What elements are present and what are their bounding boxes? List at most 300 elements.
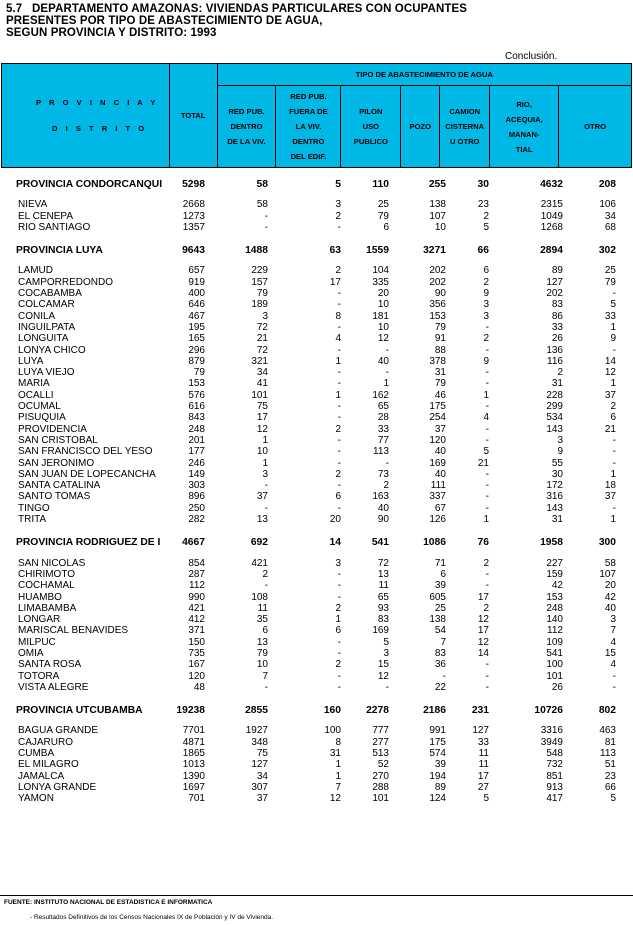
district-name: LUYA VIEJO bbox=[18, 367, 75, 379]
cell-value: - bbox=[485, 434, 489, 446]
cell-value: 1488 bbox=[245, 245, 268, 257]
district-name: COLCAMAR bbox=[18, 299, 75, 311]
district-row bbox=[0, 793, 633, 804]
district-name: VISTA ALEGRE bbox=[18, 681, 89, 693]
row-spacer bbox=[0, 693, 633, 705]
district-name: OMIA bbox=[18, 647, 44, 659]
header-col-line: USO bbox=[362, 122, 380, 131]
cell-value: 417 bbox=[546, 793, 563, 805]
cell-value: 4 bbox=[483, 412, 489, 424]
cell-value: 2186 bbox=[423, 705, 446, 717]
district-row bbox=[0, 424, 633, 435]
cell-value: 75 bbox=[256, 748, 268, 760]
cell-value: - bbox=[337, 502, 341, 514]
cell-value: 20 bbox=[604, 580, 616, 592]
cell-value: 5 bbox=[483, 793, 489, 805]
cell-value: 10726 bbox=[534, 705, 563, 717]
district-row bbox=[0, 748, 633, 759]
cell-value: 66 bbox=[477, 245, 489, 257]
cell-value: - bbox=[485, 659, 489, 671]
cell-value: 54 bbox=[434, 625, 446, 637]
cell-value: - bbox=[337, 647, 341, 659]
cell-value: 23 bbox=[604, 770, 616, 782]
cell-value: - bbox=[337, 344, 341, 356]
district-name: LAMUD bbox=[18, 265, 54, 277]
cell-value: 10 bbox=[377, 299, 389, 311]
cell-value: 65 bbox=[377, 591, 389, 603]
district-name: TRITA bbox=[18, 514, 47, 526]
header-col-red-pub-dentro bbox=[217, 86, 276, 168]
cell-value: 17 bbox=[477, 625, 489, 637]
cell-value: 31 bbox=[329, 748, 341, 760]
cell-value: 162 bbox=[372, 389, 389, 401]
cell-value: 35 bbox=[256, 614, 268, 626]
district-row bbox=[0, 771, 633, 782]
cell-value: 228 bbox=[546, 389, 563, 401]
cell-value: 40 bbox=[434, 468, 446, 480]
cell-value: 79 bbox=[377, 210, 389, 222]
cell-value: - bbox=[485, 468, 489, 480]
district-row bbox=[0, 199, 633, 210]
cell-value: 2278 bbox=[366, 705, 389, 717]
cell-value: 175 bbox=[429, 736, 446, 748]
district-name: LONYA CHICO bbox=[18, 344, 86, 356]
cell-value: 22 bbox=[434, 681, 446, 693]
district-row bbox=[0, 558, 633, 569]
cell-value: 541 bbox=[546, 647, 563, 659]
province-name: PROVINCIA RODRIGUEZ DE I bbox=[16, 537, 161, 549]
table-title bbox=[6, 3, 626, 39]
header-col-line: PILON bbox=[359, 107, 383, 116]
cell-value: 68 bbox=[604, 221, 616, 233]
cell-value: 13 bbox=[256, 636, 268, 648]
cell-value: 692 bbox=[250, 537, 268, 549]
cell-value: 72 bbox=[256, 321, 268, 333]
district-row bbox=[0, 412, 633, 423]
cell-value: 66 bbox=[604, 781, 616, 793]
district-name: OCUMAL bbox=[18, 401, 61, 413]
cell-value: 11 bbox=[478, 759, 489, 771]
cell-value: 88 bbox=[434, 344, 446, 356]
cell-value: 34 bbox=[256, 367, 268, 379]
cell-value: 1357 bbox=[182, 221, 205, 233]
cell-value: 412 bbox=[188, 614, 205, 626]
cell-value: 7701 bbox=[182, 725, 205, 737]
cell-value: 3949 bbox=[540, 736, 563, 748]
cell-value: 2 bbox=[262, 568, 268, 580]
cell-value: 1086 bbox=[423, 537, 446, 549]
table-body bbox=[0, 170, 633, 805]
cell-value: 177 bbox=[188, 446, 205, 458]
cell-value: 33 bbox=[377, 423, 389, 435]
row-spacer bbox=[0, 170, 633, 179]
district-name: SAN JUAN DE LOPECANCHA bbox=[18, 468, 156, 480]
cell-value: - bbox=[264, 580, 268, 592]
cell-value: - bbox=[485, 367, 489, 379]
cell-value: 5298 bbox=[182, 179, 205, 190]
district-name: SAN CRISTOBAL bbox=[18, 434, 98, 446]
district-name: NIEVA bbox=[18, 199, 48, 211]
cell-value: 37 bbox=[256, 491, 268, 503]
cell-value: 107 bbox=[599, 568, 616, 580]
cell-value: 11 bbox=[478, 748, 489, 760]
cell-value: - bbox=[264, 480, 268, 492]
cell-value: 34 bbox=[256, 770, 268, 782]
cell-value: 30 bbox=[477, 179, 489, 190]
cell-value: 28 bbox=[377, 412, 389, 424]
district-name: HUAMBO bbox=[18, 591, 62, 603]
district-row bbox=[0, 299, 633, 310]
district-name: SAN FRANCISCO DEL YESO bbox=[18, 446, 153, 458]
cell-value: 79 bbox=[434, 321, 446, 333]
cell-value: 153 bbox=[546, 591, 563, 603]
header-col-line: PUBLICO bbox=[353, 137, 388, 146]
cell-value: 90 bbox=[434, 288, 446, 300]
cell-value: 126 bbox=[429, 514, 446, 526]
cell-value: 113 bbox=[600, 748, 616, 760]
province-name: PROVINCIA CONDORCANQUI bbox=[16, 179, 163, 190]
district-row bbox=[0, 625, 633, 636]
cell-value: 79 bbox=[256, 647, 268, 659]
cell-value: 48 bbox=[193, 681, 205, 693]
cell-value: 112 bbox=[547, 625, 563, 637]
cell-value: 26 bbox=[551, 333, 563, 345]
district-row bbox=[0, 637, 633, 648]
cell-value: 52 bbox=[377, 759, 389, 771]
district-row bbox=[0, 480, 633, 491]
cell-value: 108 bbox=[251, 591, 268, 603]
header-distrito: D I S T R I T O bbox=[52, 123, 148, 133]
district-name: SAN NICOLAS bbox=[18, 557, 86, 569]
cell-value: - bbox=[337, 457, 341, 469]
cell-value: - bbox=[612, 446, 616, 458]
header-col-line: DE LA VIV. bbox=[227, 137, 266, 146]
cell-value: 303 bbox=[188, 480, 205, 492]
cell-value: 6 bbox=[610, 412, 616, 424]
district-row bbox=[0, 569, 633, 580]
cell-value: 2 bbox=[335, 210, 341, 222]
cell-value: 138 bbox=[429, 614, 446, 626]
cell-value: 91 bbox=[434, 333, 446, 345]
district-name: MILPUC bbox=[18, 636, 56, 648]
cell-value: 1273 bbox=[182, 210, 205, 222]
header-col-line: FUERA DE bbox=[289, 107, 328, 116]
cell-value: 111 bbox=[430, 480, 446, 492]
cell-value: 1 bbox=[262, 434, 268, 446]
cell-value: 7 bbox=[610, 625, 616, 637]
district-row bbox=[0, 378, 633, 389]
district-row bbox=[0, 759, 633, 770]
cell-value: - bbox=[337, 446, 341, 458]
cell-value: 1 bbox=[610, 514, 616, 526]
cell-value: 1958 bbox=[540, 537, 563, 549]
cell-value: 40 bbox=[377, 355, 389, 367]
header-provincia-distrito bbox=[2, 64, 170, 168]
row-spacer bbox=[0, 525, 633, 537]
district-name: PISUQUIA bbox=[18, 412, 66, 424]
header-col-red-pub-fuera bbox=[276, 86, 341, 168]
cell-value: 71 bbox=[434, 557, 446, 569]
row-spacer bbox=[0, 190, 633, 199]
cell-value: 991 bbox=[429, 725, 446, 737]
cell-value: 86 bbox=[551, 310, 563, 322]
cell-value: 5 bbox=[483, 221, 489, 233]
district-name: BAGUA GRANDE bbox=[18, 725, 99, 737]
cell-value: - bbox=[337, 591, 341, 603]
cell-value: 46 bbox=[434, 389, 446, 401]
district-row bbox=[0, 603, 633, 614]
cell-value: 2 bbox=[610, 401, 616, 413]
cell-value: 175 bbox=[429, 401, 446, 413]
cell-value: 3 bbox=[483, 310, 489, 322]
cell-value: 120 bbox=[429, 434, 446, 446]
cell-value: 12 bbox=[477, 614, 489, 626]
cell-value: 1 bbox=[335, 770, 341, 782]
cell-value: 109 bbox=[546, 636, 563, 648]
cell-value: - bbox=[385, 681, 389, 693]
cell-value: 167 bbox=[188, 659, 205, 671]
cell-value: 10 bbox=[434, 221, 446, 233]
cell-value: 574 bbox=[429, 748, 446, 760]
cell-value: 40 bbox=[377, 502, 389, 514]
cell-value: 1390 bbox=[182, 770, 205, 782]
cell-value: 851 bbox=[546, 770, 563, 782]
cell-value: 110 bbox=[372, 179, 389, 190]
cell-value: 1049 bbox=[540, 210, 563, 222]
cell-value: 25 bbox=[604, 265, 616, 277]
cell-value: 58 bbox=[256, 179, 268, 190]
cell-value: 2894 bbox=[540, 245, 563, 257]
district-name: LUYA bbox=[18, 355, 44, 367]
cell-value: 300 bbox=[598, 537, 616, 549]
district-row bbox=[0, 222, 633, 233]
cell-value: 6 bbox=[262, 625, 268, 637]
cell-value: - bbox=[485, 378, 489, 390]
district-name: SANTO TOMAS bbox=[18, 491, 91, 503]
cell-value: 81 bbox=[604, 736, 616, 748]
cell-value: 37 bbox=[256, 793, 268, 805]
district-row bbox=[0, 503, 633, 514]
cell-value: 93 bbox=[377, 602, 389, 614]
cell-value: 732 bbox=[546, 759, 563, 771]
title-line-3: SEGUN PROVINCIA Y DISTRITO: 1993 bbox=[6, 27, 217, 39]
cell-value: 27 bbox=[477, 781, 489, 793]
cell-value: 2 bbox=[335, 659, 341, 671]
header-col-pozo bbox=[401, 86, 440, 168]
cell-value: 124 bbox=[429, 793, 446, 805]
cell-value: 11 bbox=[378, 580, 389, 592]
province-row bbox=[0, 179, 633, 190]
cell-value: 77 bbox=[377, 434, 389, 446]
cell-value: 116 bbox=[547, 355, 563, 367]
cell-value: 127 bbox=[546, 276, 563, 288]
district-name: MARIA bbox=[18, 378, 50, 390]
cell-value: 2 bbox=[335, 468, 341, 480]
district-row bbox=[0, 659, 633, 670]
cell-value: 202 bbox=[429, 276, 446, 288]
district-name: EL CENEPA bbox=[18, 210, 74, 222]
cell-value: 12 bbox=[604, 367, 616, 379]
header-provincia: P R O V I N C I A Y bbox=[36, 97, 159, 107]
cell-value: 37 bbox=[604, 389, 616, 401]
cell-value: 421 bbox=[251, 557, 268, 569]
district-name: CONILA bbox=[18, 310, 56, 322]
cell-value: 5 bbox=[383, 636, 389, 648]
province-row bbox=[0, 245, 633, 256]
cell-value: - bbox=[612, 502, 616, 514]
cell-value: - bbox=[485, 491, 489, 503]
cell-value: - bbox=[385, 367, 389, 379]
cell-value: 15 bbox=[604, 647, 616, 659]
district-name: INGUILPATA bbox=[18, 321, 76, 333]
cell-value: 20 bbox=[329, 514, 341, 526]
cell-value: 299 bbox=[546, 401, 563, 413]
cell-value: 463 bbox=[599, 725, 616, 737]
cell-value: 8 bbox=[335, 736, 341, 748]
cell-value: 1268 bbox=[540, 221, 563, 233]
header-col-camion-cisterna bbox=[440, 86, 490, 168]
district-row bbox=[0, 367, 633, 378]
cell-value: 160 bbox=[323, 705, 341, 717]
cell-value: 21 bbox=[256, 333, 268, 345]
table-header bbox=[1, 63, 632, 168]
district-row bbox=[0, 458, 633, 469]
cell-value: 23 bbox=[477, 199, 489, 211]
cell-value: - bbox=[485, 580, 489, 592]
cell-value: 149 bbox=[188, 468, 205, 480]
cell-value: 1 bbox=[335, 614, 341, 626]
cell-value: - bbox=[337, 412, 341, 424]
cell-value: 25 bbox=[377, 199, 389, 211]
cell-value: 843 bbox=[188, 412, 205, 424]
cell-value: 2315 bbox=[540, 199, 563, 211]
cell-value: 79 bbox=[604, 276, 616, 288]
cell-value: 646 bbox=[188, 299, 205, 311]
cell-value: 89 bbox=[551, 265, 563, 277]
cell-value: 913 bbox=[546, 781, 563, 793]
cell-value: - bbox=[612, 457, 616, 469]
cell-value: 854 bbox=[188, 557, 205, 569]
cell-value: - bbox=[385, 457, 389, 469]
cell-value: - bbox=[337, 367, 341, 379]
cell-value: 30 bbox=[551, 468, 563, 480]
cell-value: - bbox=[485, 681, 489, 693]
cell-value: - bbox=[337, 580, 341, 592]
cell-value: 7 bbox=[262, 670, 268, 682]
cell-value: 2 bbox=[335, 602, 341, 614]
cell-value: 777 bbox=[372, 725, 389, 737]
district-row bbox=[0, 580, 633, 591]
cell-value: 12 bbox=[477, 636, 489, 648]
cell-value: 12 bbox=[329, 793, 341, 805]
row-spacer bbox=[0, 716, 633, 725]
cell-value: 1865 bbox=[182, 748, 205, 760]
cell-value: 101 bbox=[251, 389, 268, 401]
cell-value: 72 bbox=[377, 557, 389, 569]
cell-value: - bbox=[337, 670, 341, 682]
cell-value: 65 bbox=[377, 401, 389, 413]
cell-value: 113 bbox=[373, 446, 389, 458]
header-total: TOTAL bbox=[169, 64, 217, 168]
district-row bbox=[0, 401, 633, 412]
cell-value: 12 bbox=[256, 423, 268, 435]
cell-value: - bbox=[264, 502, 268, 514]
cell-value: 231 bbox=[471, 705, 489, 717]
header-col-pilon-uso-publico bbox=[341, 86, 401, 168]
cell-value: 73 bbox=[377, 468, 389, 480]
row-spacer bbox=[0, 233, 633, 245]
district-name: PROVIDENCIA bbox=[18, 423, 87, 435]
district-row bbox=[0, 491, 633, 502]
cell-value: 10 bbox=[256, 446, 268, 458]
district-row bbox=[0, 390, 633, 401]
cell-value: 138 bbox=[429, 199, 446, 211]
district-name: OCALLI bbox=[18, 389, 54, 401]
cell-value: - bbox=[485, 502, 489, 514]
cell-value: 548 bbox=[546, 748, 563, 760]
cell-value: 101 bbox=[546, 670, 563, 682]
cell-value: 165 bbox=[188, 333, 205, 345]
cell-value: 248 bbox=[546, 602, 563, 614]
cell-value: 157 bbox=[251, 276, 268, 288]
cell-value: 248 bbox=[188, 423, 205, 435]
header-col-line: DEL EDIF. bbox=[290, 152, 327, 161]
cell-value: 127 bbox=[472, 725, 489, 737]
cell-value: 2 bbox=[335, 265, 341, 277]
cell-value: 33 bbox=[477, 736, 489, 748]
cell-value: 31 bbox=[551, 378, 563, 390]
district-row bbox=[0, 671, 633, 682]
cell-value: 282 bbox=[188, 514, 205, 526]
cell-value: 10 bbox=[377, 321, 389, 333]
footer-rule bbox=[0, 895, 633, 896]
district-row bbox=[0, 356, 633, 367]
cell-value: 802 bbox=[598, 705, 616, 717]
cell-value: 3 bbox=[557, 434, 563, 446]
district-name: SANTA CATALINA bbox=[18, 480, 101, 492]
district-row bbox=[0, 737, 633, 748]
district-row bbox=[0, 782, 633, 793]
cell-value: - bbox=[485, 670, 489, 682]
cell-value: 169 bbox=[429, 457, 446, 469]
cell-value: 2 bbox=[483, 210, 489, 222]
district-row bbox=[0, 333, 633, 344]
cell-value: 20 bbox=[377, 288, 389, 300]
cell-value: 246 bbox=[188, 457, 205, 469]
cell-value: 39 bbox=[434, 759, 446, 771]
cell-value: 4 bbox=[610, 659, 616, 671]
cell-value: 136 bbox=[546, 344, 563, 356]
cell-value: - bbox=[612, 681, 616, 693]
cell-value: 6 bbox=[335, 625, 341, 637]
cell-value: - bbox=[612, 288, 616, 300]
cell-value: 25 bbox=[434, 602, 446, 614]
cell-value: 140 bbox=[546, 614, 563, 626]
cell-value: 1 bbox=[262, 457, 268, 469]
cell-value: 1927 bbox=[245, 725, 268, 737]
cell-value: 255 bbox=[428, 179, 446, 190]
cell-value: 227 bbox=[546, 557, 563, 569]
cell-value: 83 bbox=[377, 614, 389, 626]
cell-value: 143 bbox=[546, 423, 563, 435]
header-col-line: RED PUB. bbox=[290, 92, 327, 101]
cell-value: 40 bbox=[434, 446, 446, 458]
district-name: CAJARURO bbox=[18, 736, 74, 748]
cell-value: 4871 bbox=[182, 736, 205, 748]
district-row bbox=[0, 514, 633, 525]
cell-value: 1 bbox=[483, 514, 489, 526]
cell-value: 302 bbox=[598, 245, 616, 257]
